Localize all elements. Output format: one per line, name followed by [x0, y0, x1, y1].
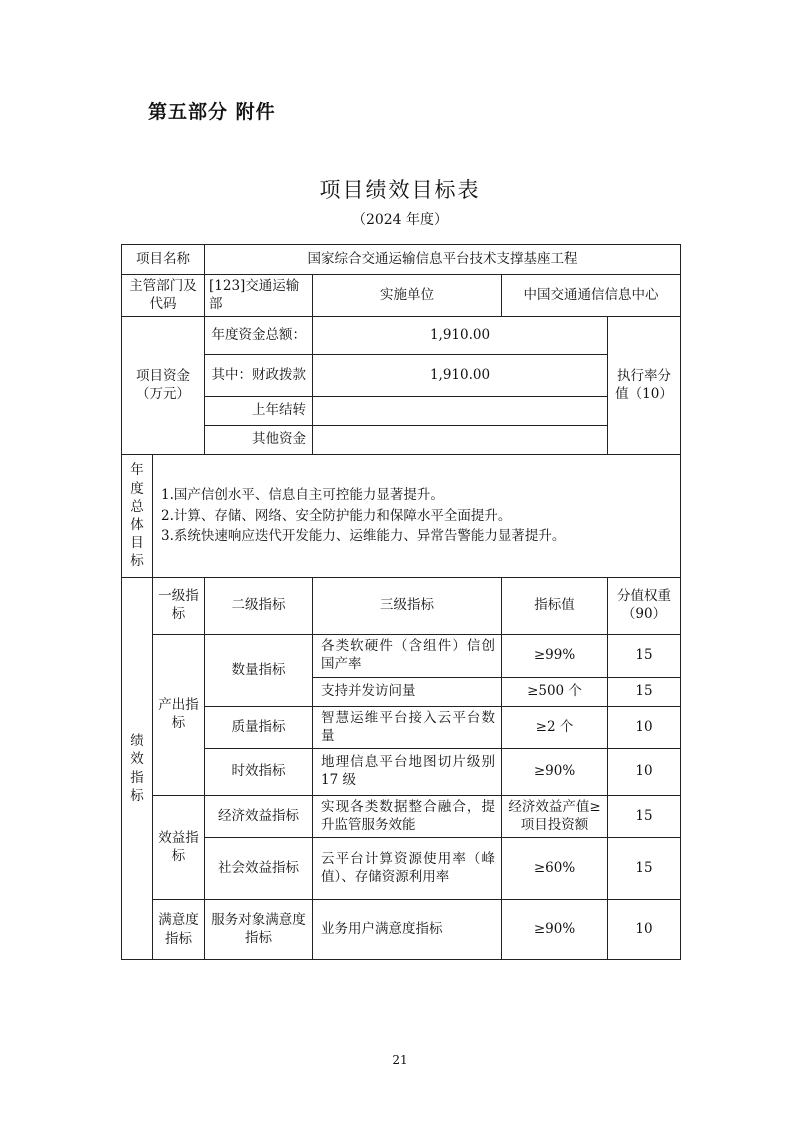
- funds-total-label: 年度资金总额：: [205, 317, 313, 355]
- header-level1: 一级指标: [153, 578, 205, 635]
- header-level3: 三级指标: [313, 578, 502, 635]
- page-number: 21: [392, 1053, 408, 1067]
- execution-rate-score: 执行率分值（10）: [608, 317, 681, 455]
- indicator-value: ≥2 个: [502, 707, 608, 749]
- goal-item: 3.系统快速响应迭代开发能力、运维能力、异常告警能力显著提升。: [161, 528, 566, 545]
- indicator-value: ≥90%: [502, 749, 608, 796]
- indicator-weight: 10: [608, 707, 681, 749]
- header-weight: 分值权重（90）: [608, 578, 681, 635]
- annual-goals-label: 年度总体目标: [122, 455, 153, 578]
- output-indicators-label: 产出指标: [153, 635, 205, 796]
- social-benefit-label: 社会效益指标: [205, 838, 313, 900]
- performance-indicators-label: 绩效指标: [122, 578, 153, 960]
- project-name-value: 国家综合交通运输信息平台技术支撑基座工程: [205, 245, 681, 275]
- quality-indicators-label: 质量指标: [205, 707, 313, 749]
- indicator-level3: 云平台计算资源使用率（峰值）、存储资源利用率: [313, 838, 502, 900]
- goal-item: 1.国产信创水平、信息自主可控能力显著提升。: [161, 486, 444, 503]
- funds-other-label: 其他资金: [205, 426, 313, 455]
- indicator-level3: 智慧运维平台接入云平台数量: [313, 707, 502, 749]
- indicator-weight: 15: [608, 678, 681, 707]
- header-value: 指标值: [502, 578, 608, 635]
- implementing-unit-value: 中国交通通信信息中心: [502, 275, 681, 317]
- dept-value: [123]交通运输部: [205, 275, 313, 317]
- funds-other-value: [313, 426, 608, 455]
- indicator-value: 经济效益产值≥项目投资额: [502, 796, 608, 838]
- funds-label: 项目资金（万元）: [122, 317, 205, 455]
- economic-benefit-label: 经济效益指标: [205, 796, 313, 838]
- goal-item: 2.计算、存储、网络、安全防护能力和保障水平全面提升。: [161, 507, 512, 524]
- header-level2: 二级指标: [205, 578, 313, 635]
- indicator-weight: 10: [608, 749, 681, 796]
- indicator-level3: 各类软硬件（含组件）信创国产率: [313, 635, 502, 678]
- service-satisfaction-label: 服务对象满意度指标: [205, 900, 313, 960]
- project-name-label: 项目名称: [122, 245, 205, 275]
- funds-total-value: 1,910.00: [313, 317, 608, 355]
- indicator-weight: 15: [608, 838, 681, 900]
- section-title: 第五部分 附件: [148, 101, 276, 123]
- funds-fiscal-label: 其中：财政拨款: [205, 355, 313, 397]
- indicator-level3: 业务用户满意度指标: [313, 900, 502, 960]
- timeliness-indicators-label: 时效指标: [205, 749, 313, 796]
- indicator-weight: 15: [608, 635, 681, 678]
- annual-goals-text: [153, 455, 681, 578]
- implementing-unit-label: 实施单位: [313, 275, 502, 317]
- quantity-indicators-label: 数量指标: [205, 635, 313, 707]
- indicator-level3: 支持并发访问量: [313, 678, 502, 707]
- indicator-value: ≥60%: [502, 838, 608, 900]
- indicator-value: ≥500 个: [502, 678, 608, 707]
- funds-carryover-label: 上年结转: [205, 397, 313, 426]
- indicator-weight: 15: [608, 796, 681, 838]
- indicator-level3: 地理信息平台地图切片级别 17 级: [313, 749, 502, 796]
- benefit-indicators-label: 效益指标: [153, 796, 205, 900]
- funds-fiscal-value: 1,910.00: [313, 355, 608, 397]
- indicator-weight: 10: [608, 900, 681, 960]
- performance-target-table: [121, 244, 681, 960]
- funds-carryover-value: [313, 397, 608, 426]
- dept-label: 主管部门及代码: [122, 275, 205, 317]
- indicator-value: ≥99%: [502, 635, 608, 678]
- document-title: 项目绩效目标表: [319, 178, 481, 202]
- satisfaction-indicators-label: 满意度指标: [153, 900, 205, 960]
- document-year: （2024 年度）: [351, 212, 449, 228]
- indicator-level3: 实现各类数据整合融合，提升监管服务效能: [313, 796, 502, 838]
- indicator-value: ≥90%: [502, 900, 608, 960]
